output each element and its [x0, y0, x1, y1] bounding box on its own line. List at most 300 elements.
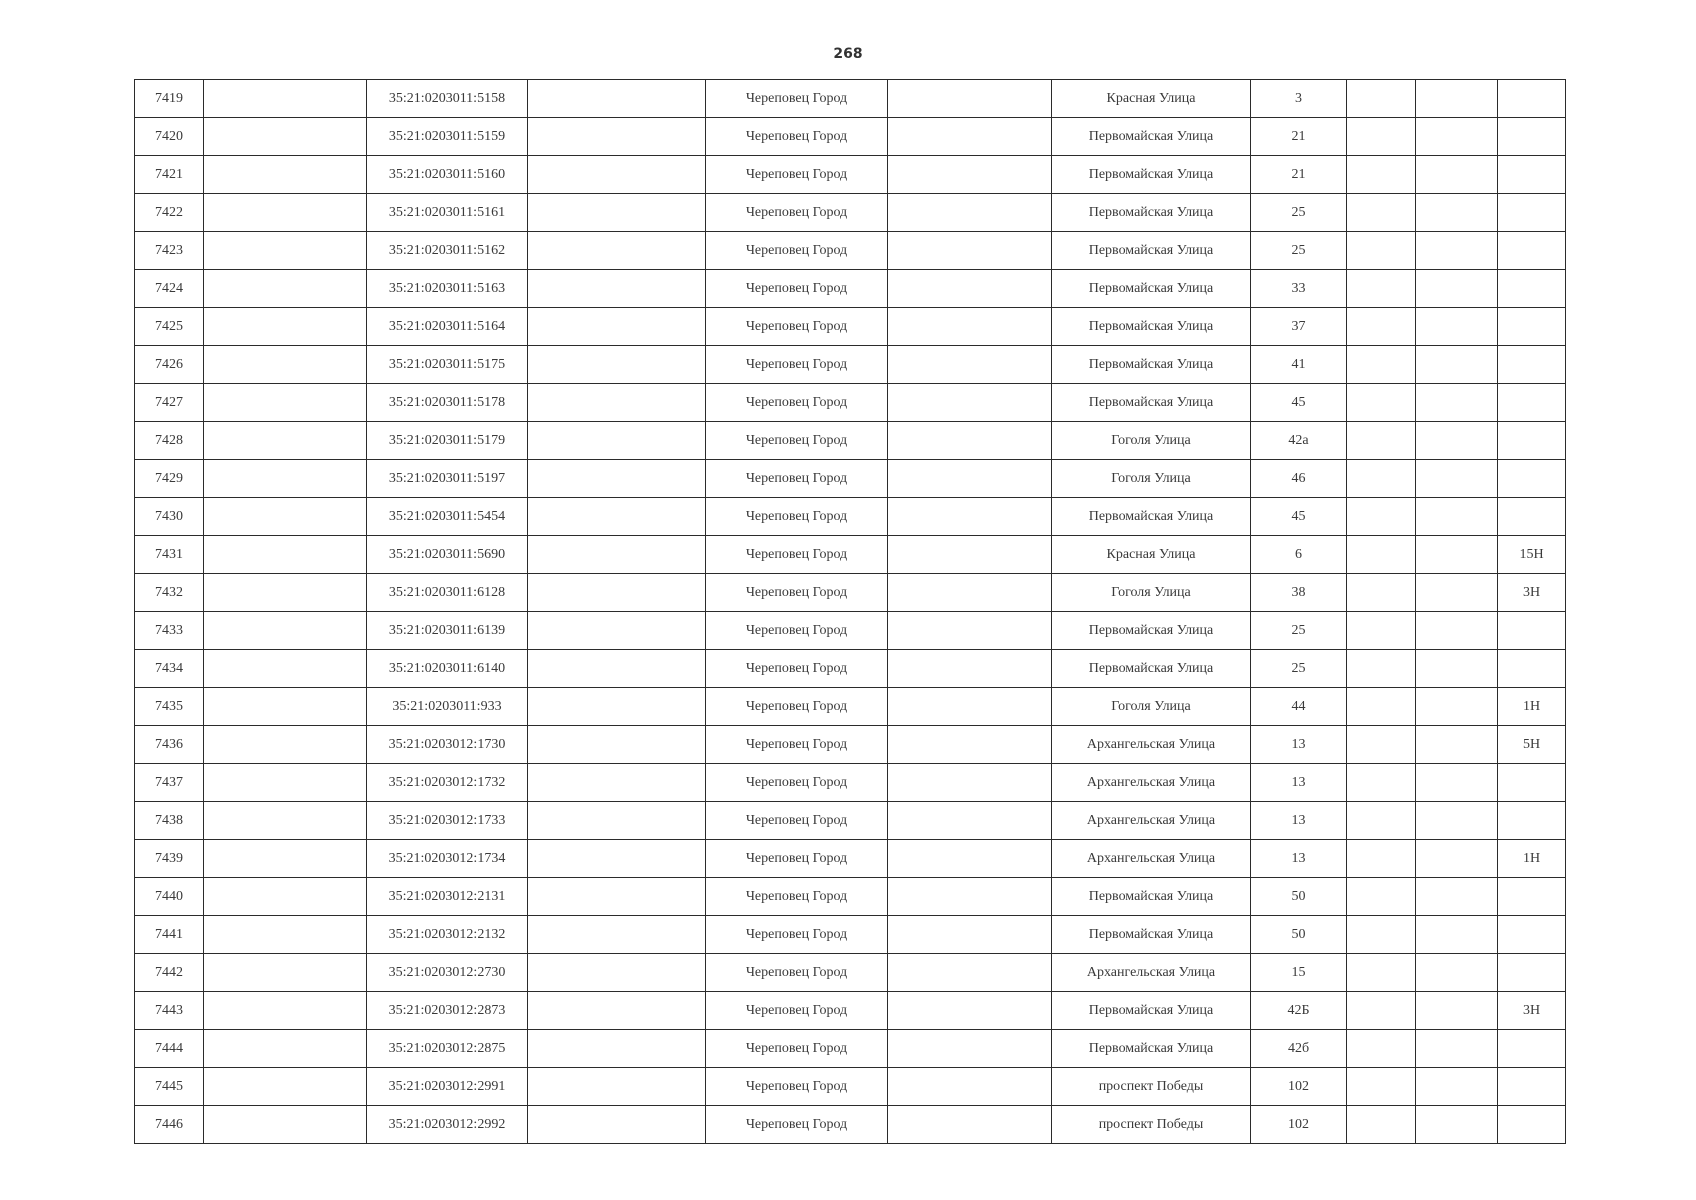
empty-cell — [888, 232, 1052, 270]
street-cell: Первомайская Улица — [1052, 346, 1251, 384]
city-cell: Череповец Город — [706, 308, 888, 346]
record-number-cell: 7428 — [135, 422, 204, 460]
city-cell: Череповец Город — [706, 650, 888, 688]
table-row — [135, 1106, 1566, 1144]
empty-cell — [1347, 232, 1416, 270]
premises-number-cell — [1498, 1068, 1566, 1106]
empty-cell — [204, 878, 367, 916]
house-number-cell: 50 — [1251, 916, 1347, 954]
table-row — [135, 498, 1566, 536]
house-number-cell: 41 — [1251, 346, 1347, 384]
street-cell: Первомайская Улица — [1052, 878, 1251, 916]
house-number-cell: 45 — [1251, 498, 1347, 536]
page-number: 268 — [833, 46, 863, 62]
empty-cell — [1416, 802, 1498, 840]
table-body — [135, 80, 1566, 1144]
premises-number-cell — [1498, 764, 1566, 802]
empty-cell — [1416, 346, 1498, 384]
empty-cell — [1416, 308, 1498, 346]
empty-cell — [204, 612, 367, 650]
city-cell: Череповец Город — [706, 118, 888, 156]
empty-cell — [888, 764, 1052, 802]
empty-cell — [528, 574, 706, 612]
empty-cell — [204, 118, 367, 156]
empty-cell — [204, 232, 367, 270]
premises-number-cell — [1498, 194, 1566, 232]
city-cell: Череповец Город — [706, 840, 888, 878]
empty-cell — [204, 156, 367, 194]
street-cell: Красная Улица — [1052, 80, 1251, 118]
empty-cell — [1347, 764, 1416, 802]
premises-number-cell — [1498, 878, 1566, 916]
empty-cell — [204, 346, 367, 384]
city-cell: Череповец Город — [706, 688, 888, 726]
record-number-cell: 7419 — [135, 80, 204, 118]
empty-cell — [1347, 460, 1416, 498]
empty-cell — [1347, 194, 1416, 232]
cadastral-number-cell: 35:21:0203011:5163 — [367, 270, 528, 308]
cadastral-number-cell: 35:21:0203011:933 — [367, 688, 528, 726]
empty-cell — [1347, 916, 1416, 954]
table-row — [135, 1068, 1566, 1106]
premises-number-cell — [1498, 498, 1566, 536]
empty-cell — [1416, 1106, 1498, 1144]
premises-number-cell — [1498, 916, 1566, 954]
table-row — [135, 536, 1566, 574]
record-number-cell: 7430 — [135, 498, 204, 536]
street-cell: Первомайская Улица — [1052, 308, 1251, 346]
cadastral-number-cell: 35:21:0203012:1730 — [367, 726, 528, 764]
empty-cell — [1416, 688, 1498, 726]
city-cell: Череповец Город — [706, 802, 888, 840]
record-number-cell: 7423 — [135, 232, 204, 270]
empty-cell — [528, 1030, 706, 1068]
street-cell: Первомайская Улица — [1052, 1030, 1251, 1068]
premises-number-cell — [1498, 1106, 1566, 1144]
cadastral-number-cell: 35:21:0203012:1733 — [367, 802, 528, 840]
premises-number-cell — [1498, 802, 1566, 840]
empty-cell — [204, 384, 367, 422]
city-cell: Череповец Город — [706, 270, 888, 308]
empty-cell — [528, 460, 706, 498]
street-cell: Первомайская Улица — [1052, 194, 1251, 232]
table-row — [135, 384, 1566, 422]
cadastral-number-cell: 35:21:0203012:1734 — [367, 840, 528, 878]
empty-cell — [888, 1030, 1052, 1068]
street-cell: Первомайская Улица — [1052, 118, 1251, 156]
cadastral-number-cell: 35:21:0203011:5159 — [367, 118, 528, 156]
empty-cell — [1347, 270, 1416, 308]
empty-cell — [1416, 612, 1498, 650]
city-cell: Череповец Город — [706, 1030, 888, 1068]
premises-number-cell — [1498, 80, 1566, 118]
table-row — [135, 574, 1566, 612]
cadastral-number-cell: 35:21:0203012:2873 — [367, 992, 528, 1030]
premises-number-cell — [1498, 954, 1566, 992]
empty-cell — [528, 118, 706, 156]
empty-cell — [1416, 764, 1498, 802]
street-cell: Первомайская Улица — [1052, 650, 1251, 688]
record-number-cell: 7425 — [135, 308, 204, 346]
empty-cell — [1416, 840, 1498, 878]
empty-cell — [1347, 574, 1416, 612]
empty-cell — [1416, 1030, 1498, 1068]
house-number-cell: 13 — [1251, 840, 1347, 878]
empty-cell — [204, 992, 367, 1030]
empty-cell — [1347, 612, 1416, 650]
empty-cell — [528, 650, 706, 688]
cadastral-number-cell: 35:21:0203011:5161 — [367, 194, 528, 232]
empty-cell — [1416, 232, 1498, 270]
table-row — [135, 270, 1566, 308]
empty-cell — [528, 954, 706, 992]
record-number-cell: 7436 — [135, 726, 204, 764]
city-cell: Череповец Город — [706, 726, 888, 764]
table-row — [135, 346, 1566, 384]
empty-cell — [528, 346, 706, 384]
house-number-cell: 25 — [1251, 232, 1347, 270]
record-number-cell: 7432 — [135, 574, 204, 612]
street-cell: Первомайская Улица — [1052, 156, 1251, 194]
record-number-cell: 7429 — [135, 460, 204, 498]
city-cell: Череповец Город — [706, 536, 888, 574]
empty-cell — [204, 574, 367, 612]
empty-cell — [1347, 422, 1416, 460]
premises-number-cell — [1498, 118, 1566, 156]
premises-number-cell: 5Н — [1498, 726, 1566, 764]
premises-number-cell: 1Н — [1498, 688, 1566, 726]
house-number-cell: 33 — [1251, 270, 1347, 308]
table-row — [135, 118, 1566, 156]
empty-cell — [204, 764, 367, 802]
record-number-cell: 7421 — [135, 156, 204, 194]
street-cell: проспект Победы — [1052, 1106, 1251, 1144]
empty-cell — [1416, 498, 1498, 536]
city-cell: Череповец Город — [706, 612, 888, 650]
city-cell: Череповец Город — [706, 992, 888, 1030]
empty-cell — [1347, 1030, 1416, 1068]
empty-cell — [888, 536, 1052, 574]
premises-number-cell — [1498, 612, 1566, 650]
record-number-cell: 7442 — [135, 954, 204, 992]
record-number-cell: 7435 — [135, 688, 204, 726]
house-number-cell: 25 — [1251, 650, 1347, 688]
house-number-cell: 21 — [1251, 118, 1347, 156]
empty-cell — [528, 80, 706, 118]
empty-cell — [1416, 270, 1498, 308]
empty-cell — [204, 726, 367, 764]
empty-cell — [528, 1106, 706, 1144]
cadastral-number-cell: 35:21:0203012:2992 — [367, 1106, 528, 1144]
empty-cell — [888, 726, 1052, 764]
empty-cell — [888, 118, 1052, 156]
premises-number-cell — [1498, 650, 1566, 688]
premises-number-cell: 3Н — [1498, 574, 1566, 612]
house-number-cell: 25 — [1251, 194, 1347, 232]
empty-cell — [528, 270, 706, 308]
empty-cell — [888, 916, 1052, 954]
empty-cell — [888, 156, 1052, 194]
empty-cell — [204, 802, 367, 840]
table-row — [135, 232, 1566, 270]
empty-cell — [204, 80, 367, 118]
empty-cell — [528, 802, 706, 840]
empty-cell — [1347, 688, 1416, 726]
empty-cell — [888, 384, 1052, 422]
table-row — [135, 878, 1566, 916]
street-cell: Гоголя Улица — [1052, 574, 1251, 612]
empty-cell — [1416, 156, 1498, 194]
empty-cell — [528, 194, 706, 232]
premises-number-cell — [1498, 422, 1566, 460]
city-cell: Череповец Город — [706, 422, 888, 460]
empty-cell — [888, 840, 1052, 878]
empty-cell — [204, 1106, 367, 1144]
street-cell: Гоголя Улица — [1052, 460, 1251, 498]
record-number-cell: 7433 — [135, 612, 204, 650]
cadastral-number-cell: 35:21:0203012:2132 — [367, 916, 528, 954]
city-cell: Череповец Город — [706, 80, 888, 118]
empty-cell — [1347, 726, 1416, 764]
cadastral-number-cell: 35:21:0203011:5162 — [367, 232, 528, 270]
table-row — [135, 688, 1566, 726]
premises-number-cell — [1498, 384, 1566, 422]
empty-cell — [1416, 726, 1498, 764]
table-row — [135, 156, 1566, 194]
record-number-cell: 7439 — [135, 840, 204, 878]
street-cell: Архангельская Улица — [1052, 802, 1251, 840]
house-number-cell: 25 — [1251, 612, 1347, 650]
table-row — [135, 954, 1566, 992]
premises-number-cell — [1498, 232, 1566, 270]
premises-number-cell — [1498, 308, 1566, 346]
empty-cell — [1416, 422, 1498, 460]
record-number-cell: 7426 — [135, 346, 204, 384]
table-row — [135, 308, 1566, 346]
empty-cell — [888, 270, 1052, 308]
record-number-cell: 7440 — [135, 878, 204, 916]
premises-number-cell — [1498, 346, 1566, 384]
empty-cell — [1347, 1106, 1416, 1144]
empty-cell — [1347, 536, 1416, 574]
empty-cell — [1347, 156, 1416, 194]
table-row — [135, 992, 1566, 1030]
empty-cell — [1416, 992, 1498, 1030]
city-cell: Череповец Город — [706, 764, 888, 802]
record-number-cell: 7441 — [135, 916, 204, 954]
empty-cell — [204, 840, 367, 878]
city-cell: Череповец Город — [706, 954, 888, 992]
table-row — [135, 802, 1566, 840]
street-cell: Архангельская Улица — [1052, 764, 1251, 802]
street-cell: Первомайская Улица — [1052, 916, 1251, 954]
city-cell: Череповец Город — [706, 498, 888, 536]
empty-cell — [528, 688, 706, 726]
table-row — [135, 650, 1566, 688]
empty-cell — [888, 308, 1052, 346]
city-cell: Череповец Город — [706, 878, 888, 916]
premises-number-cell — [1498, 270, 1566, 308]
record-number-cell: 7443 — [135, 992, 204, 1030]
cadastral-number-cell: 35:21:0203012:2730 — [367, 954, 528, 992]
house-number-cell: 42б — [1251, 1030, 1347, 1068]
house-number-cell: 42Б — [1251, 992, 1347, 1030]
cadastral-number-cell: 35:21:0203011:5175 — [367, 346, 528, 384]
city-cell: Череповец Город — [706, 574, 888, 612]
empty-cell — [888, 460, 1052, 498]
cadastral-number-cell: 35:21:0203011:5160 — [367, 156, 528, 194]
empty-cell — [888, 878, 1052, 916]
empty-cell — [1347, 802, 1416, 840]
empty-cell — [888, 80, 1052, 118]
cadastral-number-cell: 35:21:0203012:1732 — [367, 764, 528, 802]
table-row — [135, 916, 1566, 954]
premises-number-cell: 15Н — [1498, 536, 1566, 574]
street-cell: Архангельская Улица — [1052, 840, 1251, 878]
empty-cell — [528, 992, 706, 1030]
empty-cell — [888, 574, 1052, 612]
empty-cell — [888, 992, 1052, 1030]
record-number-cell: 7444 — [135, 1030, 204, 1068]
street-cell: Архангельская Улица — [1052, 954, 1251, 992]
street-cell: Гоголя Улица — [1052, 688, 1251, 726]
empty-cell — [888, 1106, 1052, 1144]
empty-cell — [1416, 118, 1498, 156]
record-number-cell: 7438 — [135, 802, 204, 840]
record-number-cell: 7446 — [135, 1106, 204, 1144]
cadastral-number-cell: 35:21:0203011:5178 — [367, 384, 528, 422]
premises-number-cell — [1498, 1030, 1566, 1068]
city-cell: Череповец Город — [706, 1068, 888, 1106]
record-number-cell: 7424 — [135, 270, 204, 308]
empty-cell — [888, 194, 1052, 232]
empty-cell — [1347, 384, 1416, 422]
empty-cell — [528, 422, 706, 460]
empty-cell — [1416, 954, 1498, 992]
record-number-cell: 7434 — [135, 650, 204, 688]
empty-cell — [204, 650, 367, 688]
table-row — [135, 1030, 1566, 1068]
record-number-cell: 7420 — [135, 118, 204, 156]
empty-cell — [528, 878, 706, 916]
street-cell: Первомайская Улица — [1052, 498, 1251, 536]
cadastral-number-cell: 35:21:0203011:5164 — [367, 308, 528, 346]
house-number-cell: 37 — [1251, 308, 1347, 346]
cadastral-number-cell: 35:21:0203011:5197 — [367, 460, 528, 498]
empty-cell — [888, 498, 1052, 536]
empty-cell — [888, 612, 1052, 650]
street-cell: Архангельская Улица — [1052, 726, 1251, 764]
cadastral-number-cell: 35:21:0203012:2131 — [367, 878, 528, 916]
record-number-cell: 7445 — [135, 1068, 204, 1106]
property-registry-table — [134, 79, 1566, 1144]
empty-cell — [1416, 194, 1498, 232]
empty-cell — [888, 422, 1052, 460]
empty-cell — [204, 308, 367, 346]
empty-cell — [1347, 80, 1416, 118]
record-number-cell: 7431 — [135, 536, 204, 574]
empty-cell — [1416, 650, 1498, 688]
empty-cell — [528, 232, 706, 270]
empty-cell — [1416, 80, 1498, 118]
street-cell: Первомайская Улица — [1052, 384, 1251, 422]
empty-cell — [1347, 1068, 1416, 1106]
empty-cell — [1416, 916, 1498, 954]
empty-cell — [888, 346, 1052, 384]
table-row — [135, 612, 1566, 650]
house-number-cell: 13 — [1251, 764, 1347, 802]
empty-cell — [204, 422, 367, 460]
empty-cell — [888, 688, 1052, 726]
house-number-cell: 44 — [1251, 688, 1347, 726]
empty-cell — [528, 384, 706, 422]
empty-cell — [1347, 650, 1416, 688]
table-row — [135, 726, 1566, 764]
house-number-cell: 15 — [1251, 954, 1347, 992]
empty-cell — [1347, 878, 1416, 916]
cadastral-number-cell: 35:21:0203012:2875 — [367, 1030, 528, 1068]
cadastral-number-cell: 35:21:0203011:6128 — [367, 574, 528, 612]
street-cell: проспект Победы — [1052, 1068, 1251, 1106]
table-row — [135, 194, 1566, 232]
house-number-cell: 3 — [1251, 80, 1347, 118]
empty-cell — [528, 308, 706, 346]
empty-cell — [528, 536, 706, 574]
cadastral-number-cell: 35:21:0203011:5158 — [367, 80, 528, 118]
city-cell: Череповец Город — [706, 346, 888, 384]
table-row — [135, 422, 1566, 460]
empty-cell — [1347, 308, 1416, 346]
record-number-cell: 7427 — [135, 384, 204, 422]
house-number-cell: 13 — [1251, 726, 1347, 764]
empty-cell — [204, 954, 367, 992]
empty-cell — [1347, 840, 1416, 878]
cadastral-number-cell: 35:21:0203012:2991 — [367, 1068, 528, 1106]
city-cell: Череповец Город — [706, 156, 888, 194]
empty-cell — [528, 764, 706, 802]
empty-cell — [528, 612, 706, 650]
table-row — [135, 460, 1566, 498]
record-number-cell: 7437 — [135, 764, 204, 802]
city-cell: Череповец Город — [706, 1106, 888, 1144]
street-cell: Первомайская Улица — [1052, 992, 1251, 1030]
empty-cell — [1347, 954, 1416, 992]
empty-cell — [1347, 118, 1416, 156]
house-number-cell: 38 — [1251, 574, 1347, 612]
street-cell: Красная Улица — [1052, 536, 1251, 574]
empty-cell — [1347, 992, 1416, 1030]
empty-cell — [888, 802, 1052, 840]
cadastral-number-cell: 35:21:0203011:6140 — [367, 650, 528, 688]
table-row — [135, 764, 1566, 802]
city-cell: Череповец Город — [706, 232, 888, 270]
record-number-cell: 7422 — [135, 194, 204, 232]
empty-cell — [1416, 574, 1498, 612]
street-cell: Первомайская Улица — [1052, 270, 1251, 308]
empty-cell — [204, 194, 367, 232]
empty-cell — [204, 1068, 367, 1106]
empty-cell — [1347, 346, 1416, 384]
house-number-cell: 50 — [1251, 878, 1347, 916]
empty-cell — [888, 954, 1052, 992]
city-cell: Череповец Город — [706, 384, 888, 422]
empty-cell — [528, 498, 706, 536]
house-number-cell: 45 — [1251, 384, 1347, 422]
empty-cell — [528, 916, 706, 954]
house-number-cell: 102 — [1251, 1106, 1347, 1144]
empty-cell — [204, 916, 367, 954]
house-number-cell: 42а — [1251, 422, 1347, 460]
